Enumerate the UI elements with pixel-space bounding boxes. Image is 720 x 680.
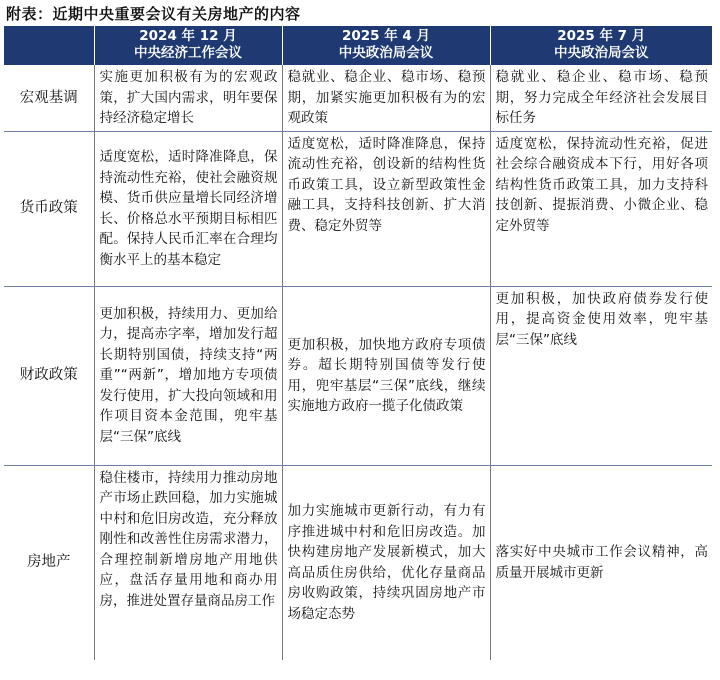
table-cell: 稳就业、稳企业、稳市场、稳预期，努力完成全年经济社会发展目标任务 <box>490 65 712 131</box>
header-col-1 <box>94 26 282 65</box>
table-cell: 更加积极，加快政府债券发行使用，提高资金使用效率，兜牢基层“三保”底线 <box>490 286 712 465</box>
header-meeting: 中央政治局会议 <box>338 45 434 61</box>
table-row <box>4 131 712 286</box>
table-row <box>4 286 712 465</box>
row-label: 房地产 <box>27 554 71 571</box>
header-date: 2025 年 4 月 <box>341 28 431 44</box>
table-cell: 加力实施城市更新行动，有力有序推进城中村和危旧房改造。加快构建房地产发展新模式，加大高品质住房供给，优化存量商品房收购政策，持续巩固房地产市场稳定态势 <box>282 465 490 660</box>
header-corner <box>4 26 94 65</box>
header-date: 2025 年 7 月 <box>557 28 646 44</box>
table-cell: 实施更加积极有为的宏观政策，扩大国内需求，明年要保持经济稳定增长 <box>94 65 282 131</box>
table-title: 附表：近期中央重要会议有关房地产的内容 <box>6 5 301 23</box>
header-col-3 <box>490 26 712 65</box>
table-cell: 落实好中央城市工作会议精神，高质量开展城市更新 <box>490 465 712 660</box>
table-cell: 稳住楼市，持续用力推动房地产市场止跌回稳，加力实施城中村和危旧房改造，充分释放刚性和改善性住房需求潜力，合理控制新增房地产用地供应，盘活存量用地和商办用房，推进处置存量商品房工作 <box>94 465 282 660</box>
row-label: 货币政策 <box>4 131 94 286</box>
header-meeting: 中央经济工作会议 <box>134 45 242 61</box>
table-row <box>4 65 712 131</box>
row-label: 财政政策 <box>4 286 94 465</box>
header-col-2 <box>282 26 490 65</box>
table-cell: 适度宽松，适时降准降息，保持流动性充裕，创设新的结构性货币政策工具，设立新型政策性金融工具，支持科技创新、扩大消费、稳定外贸等 <box>282 131 490 286</box>
header-row <box>4 26 712 65</box>
row-label: 宏观基调 <box>4 65 94 131</box>
table-cell: 更加积极，加快地方政府专项债券。超长期特别国债等发行使用，兜牢基层“三保”底线，继续实施地方政府一揽子化债政策 <box>282 286 490 465</box>
table-cell: 稳就业、稳企业、稳市场、稳预期，加紧实施更加积极有为的宏观政策 <box>282 65 490 131</box>
header-meeting: 中央政治局会议 <box>554 45 649 61</box>
table-cell: 更加积极，持续用力、更加给力，提高赤字率，增加发行超长期特别国债，持续支持“两重”“两新”，增加地方专项债发行使用，扩大投向领域和用作项目资本金范围，兜牢基层“三保”底线 <box>94 286 282 465</box>
policy-table <box>4 26 712 660</box>
table-cell: 适度宽松，适时降准降息，保持流动性充裕，使社会融资规模、货币供应量增长同经济增长、价格总水平预期目标相匹配。保持人民币汇率在合理均衡水平上的基本稳定 <box>94 131 282 286</box>
table-cell: 适度宽松，保持流动性充裕，促进社会综合融资成本下行，用好各项结构性货币政策工具，加力支持科技创新、提振消费、小微企业、稳定外贸等 <box>490 131 712 286</box>
header-date: 2024 年 12 月 <box>139 28 237 44</box>
table-row <box>4 465 712 660</box>
